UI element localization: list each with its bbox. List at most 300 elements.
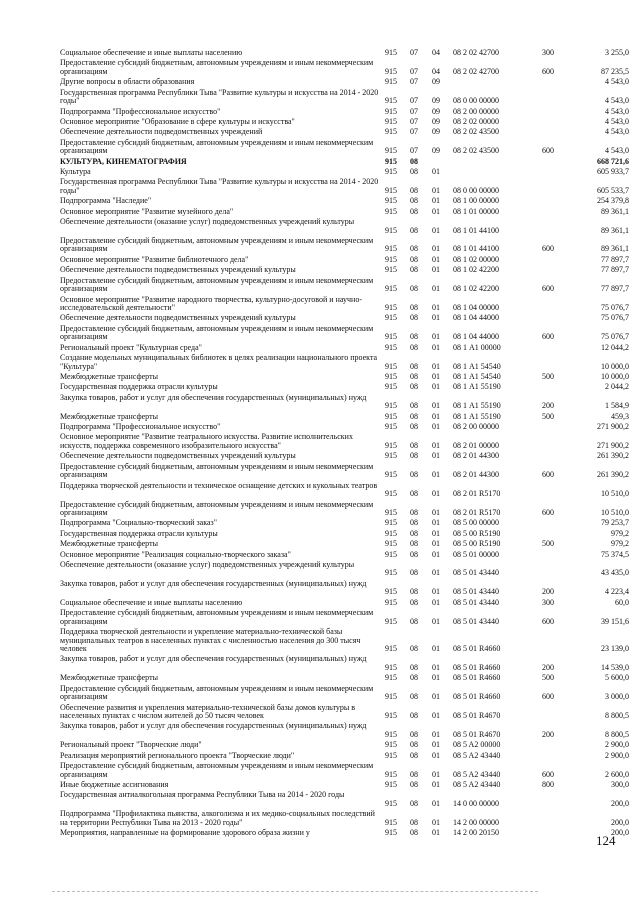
row-name: Предоставление субсидий бюджетным, автономным учреждениям и иным некоммерческим организациям <box>60 608 374 626</box>
row-cs: 08 5 01 43440 <box>453 616 499 626</box>
row-mr: 915 <box>385 196 397 206</box>
row-pr: 01 <box>432 470 440 480</box>
row-cs: 08 5 01 43440 <box>453 568 499 578</box>
row-sum: 2 900,0 <box>605 740 629 750</box>
row-vr: 300 <box>542 48 554 57</box>
row-rz: 08 <box>410 401 418 411</box>
row-rz: 08 <box>410 196 418 206</box>
row-rz: 07 <box>410 66 418 76</box>
row-name: Закупка товаров, работ и услуг для обеспечения государственных (муниципальных) нужд <box>60 392 367 402</box>
row-mr: 915 <box>385 254 397 264</box>
row-rz: 08 <box>410 644 418 654</box>
row-pr: 01 <box>432 673 440 683</box>
row-sum: 79 253,7 <box>601 518 629 528</box>
row-name: Предоставление субсидий бюджетным, автономным учреждениям и иным некоммерческим организациям <box>60 58 374 76</box>
table-row <box>60 501 635 520</box>
row-name: Подпрограмма "Профилактика пьянства, алкоголизма и их медико-социальных последствий на территории Республики Тыва на 2013 - 2020 годы" <box>60 809 375 827</box>
row-mr: 915 <box>385 156 397 166</box>
row-pr: 01 <box>432 528 440 538</box>
row-cs: 08 5 A2 00000 <box>453 740 501 750</box>
row-name: Региональный проект "Культурная среда" <box>60 342 202 352</box>
table-row <box>60 580 635 599</box>
row-mr: 915 <box>385 568 397 578</box>
row-mr: 915 <box>385 798 397 808</box>
row-sum: 89 361,1 <box>601 206 629 216</box>
row-sum: 2 900,0 <box>605 750 629 760</box>
row-sum: 5 600,0 <box>605 673 629 683</box>
row-rz: 08 <box>410 616 418 626</box>
row-mr: 915 <box>385 587 397 597</box>
row-rz: 08 <box>410 422 418 432</box>
row-mr: 915 <box>385 539 397 549</box>
row-vr: 600 <box>542 508 554 517</box>
row-sum: 261 390,2 <box>597 451 629 461</box>
row-rz: 08 <box>410 382 418 392</box>
row-rz: 07 <box>410 146 418 156</box>
row-cs: 08 2 00 00000 <box>453 106 499 116</box>
row-cs: 08 1 А1 55190 <box>453 401 501 411</box>
table-row <box>60 325 635 344</box>
row-pr: 01 <box>432 313 440 323</box>
row-pr: 01 <box>432 303 440 313</box>
row-cs: 08 1 02 00000 <box>453 254 499 264</box>
row-mr: 915 <box>385 332 397 342</box>
row-pr: 01 <box>432 361 440 371</box>
row-mr: 915 <box>385 470 397 480</box>
row-name: Другие вопросы в области образования <box>60 77 195 87</box>
row-sum: 2 044,2 <box>605 382 629 392</box>
row-sum: 10 000,0 <box>601 361 629 371</box>
row-cs: 08 5 00 00000 <box>453 518 499 528</box>
row-cs: 14 2 00 00000 <box>453 817 499 827</box>
row-rz: 08 <box>410 185 418 195</box>
row-sum: 271 900,2 <box>597 422 629 432</box>
row-rz: 08 <box>410 332 418 342</box>
row-mr: 915 <box>385 518 397 528</box>
row-cs: 08 1 02 42200 <box>453 265 499 275</box>
row-name: Культура <box>60 167 91 177</box>
row-mr: 915 <box>385 411 397 421</box>
row-name: Закупка товаров, работ и услуг для обеспечения государственных (муниципальных) нужд <box>60 578 367 588</box>
row-name: Региональный проект "Творческие люди" <box>60 740 202 750</box>
row-pr: 09 <box>432 96 440 106</box>
row-rz: 08 <box>410 549 418 559</box>
row-name: Подпрограмма "Социально-творческий заказ" <box>60 518 217 528</box>
row-rz: 08 <box>410 371 418 381</box>
row-cs: 08 1 01 44100 <box>453 225 499 235</box>
row-cs: 08 5 01 R4660 <box>453 662 501 672</box>
table-row <box>60 540 635 550</box>
row-cs: 08 1 04 44000 <box>453 332 499 342</box>
row-rz: 08 <box>410 798 418 808</box>
row-cs: 08 2 02 42700 <box>453 66 499 76</box>
row-sum: 23 139,0 <box>601 644 629 654</box>
row-cs: 08 1 01 00000 <box>453 206 499 216</box>
row-sum: 4 543,0 <box>605 96 629 106</box>
row-sum: 12 044,2 <box>601 342 629 352</box>
row-cs: 08 1 00 00000 <box>453 196 499 206</box>
row-rz: 08 <box>410 265 418 275</box>
row-pr: 01 <box>432 828 440 838</box>
row-cs: 08 2 02 43500 <box>453 146 499 156</box>
row-mr: 915 <box>385 750 397 760</box>
table-row <box>60 791 635 810</box>
row-sum: 605 533,7 <box>597 185 629 195</box>
row-cs: 08 2 02 00000 <box>453 116 499 126</box>
row-name: Основное мероприятие "Развитие народного творчества, культурно-досуговой и научно-исследовательской деятельности" <box>60 294 362 313</box>
row-pr: 01 <box>432 817 440 827</box>
row-mr: 915 <box>385 711 397 721</box>
row-sum: 4 543,0 <box>605 116 629 126</box>
row-pr: 01 <box>432 692 440 702</box>
row-name: Предоставление субсидий бюджетным, автономным учреждениям и иным некоммерческим организациям <box>60 235 374 254</box>
row-pr: 04 <box>432 48 440 57</box>
row-sum: 4 543,0 <box>605 106 629 116</box>
row-rz: 07 <box>410 96 418 106</box>
row-pr: 01 <box>432 518 440 528</box>
row-mr: 915 <box>385 644 397 654</box>
row-cs: 08 2 02 43500 <box>453 127 499 137</box>
row-rz: 08 <box>410 780 418 790</box>
row-pr: 01 <box>432 662 440 672</box>
row-rz: 08 <box>410 206 418 216</box>
row-cs: 08 5 A2 43440 <box>453 769 501 779</box>
row-rz: 08 <box>410 508 418 517</box>
row-cs: 08 2 01 44300 <box>453 451 499 461</box>
footer-rule <box>52 891 538 892</box>
row-mr: 915 <box>385 265 397 275</box>
row-name: Создание модельных муниципальных библиотек в целях реализации национального проекта "Культура" <box>60 353 378 371</box>
row-sum: 43 435,0 <box>601 568 629 578</box>
row-cs: 08 5 01 R4660 <box>453 673 501 683</box>
row-rz: 08 <box>410 673 418 683</box>
row-sum: 200,0 <box>611 798 629 808</box>
row-cs: 08 5 A2 43440 <box>453 780 501 790</box>
row-sum: 75 076,7 <box>601 303 629 313</box>
table-row <box>60 482 635 501</box>
row-cs: 08 5 00 R5190 <box>453 528 501 538</box>
row-mr: 915 <box>385 116 397 126</box>
row-sum: 77 897,7 <box>601 265 629 275</box>
row-sum: 459,3 <box>611 411 629 421</box>
row-name: Обеспечение деятельности (оказание услуг) подведомственных учреждений культуры <box>60 217 355 227</box>
row-mr: 915 <box>385 597 397 607</box>
row-mr: 915 <box>385 313 397 323</box>
row-mr: 915 <box>385 769 397 779</box>
row-rz: 08 <box>410 361 418 371</box>
row-name: Закупка товаров, работ и услуг для обеспечения государственных (муниципальных) нужд <box>60 721 367 731</box>
row-name: Поддержка творческой деятельности и укрепление материально-технической базы муниципальных театров в населенных пунктах с численностью населения до 300 тысяч человек <box>60 627 361 654</box>
budget-table <box>60 49 635 840</box>
row-cs: 08 2 01 44300 <box>453 470 499 480</box>
table-row <box>60 829 635 839</box>
row-sum: 39 151,6 <box>601 616 629 626</box>
row-rz: 08 <box>410 711 418 721</box>
row-rz: 08 <box>410 167 418 177</box>
row-name: Основное мероприятие "Развитие театрального искусства. Развитие исполнительских искусств, поддержка современного изобразительного искусства" <box>60 432 353 450</box>
row-mr: 915 <box>385 528 397 538</box>
row-pr: 01 <box>432 729 440 739</box>
table-row <box>60 628 635 655</box>
row-mr: 915 <box>385 206 397 216</box>
row-mr: 915 <box>385 167 397 177</box>
row-sum: 8 800,5 <box>605 711 629 721</box>
row-name: Предоставление субсидий бюджетным, автономным учреждениям и иным некоммерческим организациям <box>60 137 374 156</box>
row-mr: 915 <box>385 77 397 87</box>
row-vr: 600 <box>542 332 554 342</box>
table-row <box>60 354 635 373</box>
row-rz: 08 <box>410 303 418 313</box>
row-vr: 200 <box>542 587 554 597</box>
row-mr: 915 <box>385 361 397 371</box>
row-pr: 01 <box>432 206 440 216</box>
row-cs: 08 5 01 43440 <box>453 597 499 607</box>
row-pr: 01 <box>432 440 440 450</box>
row-name: Основное мероприятие "Развитие библиотечного дела" <box>60 254 249 264</box>
row-cs: 08 2 00 00000 <box>453 422 499 432</box>
row-name: Государственная программа Республики Тыва "Развитие культуры и искусства на 2014 - 2020 годы" <box>60 177 379 195</box>
row-sum: 89 361,1 <box>601 225 629 235</box>
row-sum: 14 539,0 <box>601 662 629 672</box>
row-rz: 08 <box>410 597 418 607</box>
row-sum: 10 000,0 <box>601 371 629 381</box>
row-pr: 01 <box>432 711 440 721</box>
row-pr: 09 <box>432 116 440 126</box>
row-name: Поддержка творческой деятельности и техническое оснащение детских и кукольных театров <box>60 480 378 490</box>
row-name: Предоставление субсидий бюджетным, автономным учреждениям и иным некоммерческим организациям <box>60 323 374 342</box>
table-row <box>60 59 635 78</box>
row-rz: 08 <box>410 244 418 254</box>
row-rz: 08 <box>410 451 418 461</box>
row-vr: 800 <box>542 780 554 790</box>
row-pr: 01 <box>432 780 440 790</box>
row-name: Предоставление субсидий бюджетным, автономным учреждениям и иным некоммерческим организациям <box>60 461 374 480</box>
row-sum: 75 374,5 <box>601 549 629 559</box>
row-mr: 915 <box>385 401 397 411</box>
row-mr: 915 <box>385 692 397 702</box>
row-mr: 915 <box>385 127 397 137</box>
row-pr: 01 <box>432 254 440 264</box>
row-pr: 04 <box>432 66 440 76</box>
row-rz: 08 <box>410 284 418 294</box>
row-pr: 01 <box>432 798 440 808</box>
row-rz: 08 <box>410 225 418 235</box>
table-row <box>60 218 635 237</box>
row-cs: 08 0 00 00000 <box>453 96 499 106</box>
row-pr: 01 <box>432 185 440 195</box>
row-sum: 979,2 <box>611 539 629 549</box>
row-pr: 01 <box>432 371 440 381</box>
row-mr: 915 <box>385 146 397 156</box>
row-sum: 75 076,7 <box>601 313 629 323</box>
row-cs: 08 5 00 R5190 <box>453 539 501 549</box>
row-rz: 08 <box>410 539 418 549</box>
row-rz: 08 <box>410 440 418 450</box>
table-row <box>60 296 635 315</box>
row-pr: 01 <box>432 489 440 499</box>
row-mr: 915 <box>385 662 397 672</box>
row-cs: 08 2 02 42700 <box>453 48 499 57</box>
row-cs: 08 1 А1 54540 <box>453 371 501 381</box>
table-row <box>60 158 635 168</box>
table-row <box>60 704 635 723</box>
row-mr: 915 <box>385 303 397 313</box>
row-sum: 10 510,0 <box>601 489 629 499</box>
row-name: Государственная программа Республики Тыва "Развитие культуры и искусства на 2014 - 2020 годы" <box>60 87 379 106</box>
row-cs: 08 2 01 R5170 <box>453 489 501 499</box>
row-mr: 915 <box>385 48 397 57</box>
row-cs: 08 2 01 R5170 <box>453 508 501 517</box>
row-rz: 07 <box>410 77 418 87</box>
row-name: Государственная поддержка отрасли культуры <box>60 528 218 538</box>
row-sum: 979,2 <box>611 528 629 538</box>
row-name: Подпрограмма "Профессиональное искусство" <box>60 422 221 432</box>
row-cs: 08 5 01 R4660 <box>453 692 501 702</box>
row-sum: 254 379,8 <box>597 196 629 206</box>
row-vr: 600 <box>542 769 554 779</box>
row-sum: 75 076,7 <box>601 332 629 342</box>
row-sum: 10 510,0 <box>601 508 629 517</box>
row-pr: 01 <box>432 750 440 760</box>
row-cs: 08 1 01 44100 <box>453 244 499 254</box>
row-sum: 261 390,2 <box>597 470 629 480</box>
row-mr: 915 <box>385 342 397 352</box>
row-pr: 01 <box>432 508 440 517</box>
row-pr: 09 <box>432 106 440 116</box>
row-sum: 4 223,4 <box>605 587 629 597</box>
row-pr: 01 <box>432 244 440 254</box>
row-cs: 08 1 А1 55190 <box>453 411 501 421</box>
row-name: Межбюджетные трансферты <box>60 411 158 421</box>
row-pr: 01 <box>432 167 440 177</box>
row-rz: 08 <box>410 769 418 779</box>
row-mr: 915 <box>385 96 397 106</box>
row-name: Основное мероприятие "Реализация социально-творческого заказа" <box>60 549 291 559</box>
page-number: 124 <box>596 833 616 848</box>
row-vr: 200 <box>542 662 554 672</box>
row-name: Государственная поддержка отрасли культуры <box>60 382 218 392</box>
row-name: Обеспечение деятельности подведомственных учреждений культуры <box>60 265 296 275</box>
row-rz: 08 <box>410 470 418 480</box>
row-mr: 915 <box>385 780 397 790</box>
row-name: Социальное обеспечение и иные выплаты населению <box>60 597 243 607</box>
row-mr: 915 <box>385 440 397 450</box>
row-name: Обеспечение развития и укрепления материально-технической базы домов культуры в населенных пунктах с числом жителей до 50 тысяч человек <box>60 702 356 721</box>
row-rz: 08 <box>410 587 418 597</box>
row-mr: 915 <box>385 422 397 432</box>
row-mr: 915 <box>385 451 397 461</box>
row-mr: 915 <box>385 673 397 683</box>
row-mr: 915 <box>385 740 397 750</box>
row-mr: 915 <box>385 185 397 195</box>
row-sum: 77 897,7 <box>601 284 629 294</box>
row-mr: 915 <box>385 382 397 392</box>
row-rz: 08 <box>410 817 418 827</box>
row-pr: 01 <box>432 451 440 461</box>
table-row <box>60 655 635 674</box>
row-mr: 915 <box>385 828 397 838</box>
row-rz: 08 <box>410 662 418 672</box>
row-mr: 915 <box>385 616 397 626</box>
row-mr: 915 <box>385 549 397 559</box>
row-rz: 08 <box>410 528 418 538</box>
row-pr: 01 <box>432 401 440 411</box>
row-sum: 77 897,7 <box>601 254 629 264</box>
row-sum: 200,0 <box>611 828 629 838</box>
row-name: Обеспечение деятельности подведомственных учреждений культуры <box>60 451 296 461</box>
table-row <box>60 609 635 628</box>
row-pr: 01 <box>432 568 440 578</box>
row-cs: 08 1 А1 00000 <box>453 342 501 352</box>
row-rz: 08 <box>410 342 418 352</box>
row-pr: 01 <box>432 597 440 607</box>
row-sum: 87 235,5 <box>601 66 629 76</box>
row-sum: 2 600,0 <box>605 769 629 779</box>
row-name: Государственная антиалкогольная программа Республики Тыва на 2014 - 2020 годы <box>60 790 345 800</box>
row-name: Обеспечение деятельности подведомственных учреждений <box>60 127 263 137</box>
row-name: Основное мероприятие "Образование в сфере культуры и искусства" <box>60 116 295 126</box>
row-pr: 01 <box>432 265 440 275</box>
row-vr: 500 <box>542 673 554 683</box>
row-sum: 89 361,1 <box>601 244 629 254</box>
table-row <box>60 561 635 580</box>
row-name: Основное мероприятие "Развитие музейного дела" <box>60 206 234 216</box>
row-sum: 4 543,0 <box>605 77 629 87</box>
row-sum: 4 543,0 <box>605 146 629 156</box>
row-rz: 08 <box>410 828 418 838</box>
row-rz: 07 <box>410 48 418 57</box>
row-cs: 14 2 00 20150 <box>453 828 499 838</box>
row-pr: 01 <box>432 196 440 206</box>
row-rz: 08 <box>410 313 418 323</box>
row-name: Закупка товаров, работ и услуг для обеспечения государственных (муниципальных) нужд <box>60 654 367 664</box>
row-vr: 600 <box>542 66 554 76</box>
row-rz: 08 <box>410 254 418 264</box>
row-sum: 605 933,7 <box>597 167 629 177</box>
row-cs: 14 0 00 00000 <box>453 798 499 808</box>
table-row <box>60 433 635 452</box>
row-rz: 08 <box>410 692 418 702</box>
row-name: Предоставление субсидий бюджетным, автономным учреждениям и иным некоммерческим организациям <box>60 499 374 517</box>
row-name: Мероприятия, направленные на формирование здорового образа жизни у <box>60 828 310 838</box>
row-cs: 08 5 01 R4660 <box>453 644 501 654</box>
row-mr: 915 <box>385 66 397 76</box>
row-vr: 600 <box>542 692 554 702</box>
row-cs: 08 1 А1 54540 <box>453 361 501 371</box>
row-vr: 600 <box>542 284 554 294</box>
row-pr: 09 <box>432 77 440 87</box>
table-row <box>60 277 635 296</box>
row-mr: 915 <box>385 489 397 499</box>
row-name: Предоставление субсидий бюджетным, автономным учреждениям и иным некоммерческим организациям <box>60 683 374 702</box>
row-pr: 01 <box>432 740 440 750</box>
row-sum: 3 000,0 <box>605 692 629 702</box>
row-vr: 200 <box>542 401 554 411</box>
row-vr: 500 <box>542 371 554 381</box>
row-mr: 915 <box>385 508 397 517</box>
row-mr: 915 <box>385 244 397 254</box>
row-sum: 4 543,0 <box>605 127 629 137</box>
row-pr: 01 <box>432 644 440 654</box>
row-cs: 08 5 A2 43440 <box>453 750 501 760</box>
row-mr: 915 <box>385 284 397 294</box>
row-pr: 01 <box>432 616 440 626</box>
row-vr: 500 <box>542 411 554 421</box>
row-pr: 01 <box>432 587 440 597</box>
row-cs: 08 1 02 42200 <box>453 284 499 294</box>
row-cs: 08 5 01 43440 <box>453 587 499 597</box>
row-rz: 08 <box>410 740 418 750</box>
